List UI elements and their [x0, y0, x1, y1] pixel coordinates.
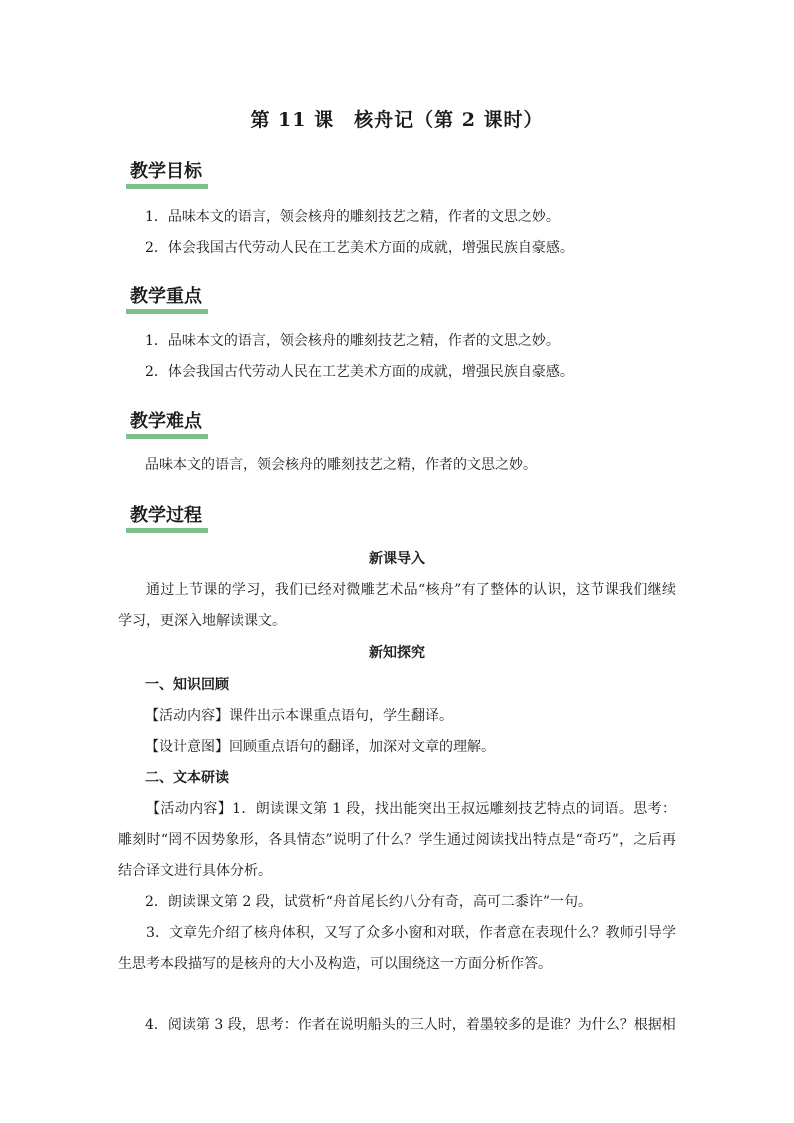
section-heading-underline — [126, 528, 208, 533]
key-point-item-2: 2．体会我国古代劳动人民在工艺美术方面的成就，增强民族自豪感。 — [145, 364, 574, 380]
section-heading-process — [126, 504, 208, 528]
intro-heading: 新课导入 — [369, 551, 425, 567]
section-heading-process-label: 教学过程 — [130, 505, 202, 526]
part2-item-1: 【活动内容】1．朗读课文第 1 段，找出能突出王叔远雕刻技艺特点的词语。思考：雕刻时“罔不因势象形，各具情态”说明了什么？学生通过阅读找出特点是“奇巧”，之后再结合译文进行具体分析。 — [118, 801, 676, 879]
part1-activity: 【活动内容】课件出示本课重点语句，学生翻译。 — [145, 708, 453, 724]
part2-item-4: 4．阅读第 3 段，思考：作者在说明船头的三人时，着墨较多的是谁？为什么？根据相 — [145, 1017, 676, 1033]
section-heading-key-points-label: 教学重点 — [130, 286, 202, 307]
part2-item-3: 3．文章先介绍了核舟体积，又写了众多小窗和对联，作者意在表现什么？教师引导学生思考本段描写的是核舟的大小及构造，可以围绕这一方面分析作答。 — [118, 925, 676, 972]
explore-heading: 新知探究 — [369, 645, 425, 661]
section-heading-underline — [126, 309, 208, 314]
section-heading-goals — [126, 160, 208, 184]
section-heading-goals-label: 教学目标 — [130, 161, 202, 182]
section-heading-key-points — [126, 285, 208, 309]
section-heading-difficulties — [126, 410, 208, 434]
key-point-item-1: 1．品味本文的语言，领会核舟的雕刻技艺之精，作者的文思之妙。 — [145, 333, 560, 349]
goal-item-1: 1．品味本文的语言，领会核舟的雕刻技艺之精，作者的文思之妙。 — [145, 209, 560, 225]
section-heading-difficulties-label: 教学难点 — [130, 411, 202, 432]
section-heading-underline — [126, 434, 208, 439]
part1-design: 【设计意图】回顾重点语句的翻译，加深对文章的理解。 — [145, 739, 495, 755]
part1-heading: 一、知识回顾 — [145, 677, 229, 693]
goal-item-2: 2．体会我国古代劳动人民在工艺美术方面的成就，增强民族自豪感。 — [145, 240, 574, 256]
intro-paragraph: 通过上节课的学习，我们已经对微雕艺术品“核舟”有了整体的认识，这节课我们继续学习，更深入地解读课文。 — [118, 582, 676, 629]
section-heading-underline — [126, 184, 208, 189]
page-title: 第 11 课 核舟记（第 2 课时） — [250, 109, 544, 131]
difficulty-text: 品味本文的语言，领会核舟的雕刻技艺之精，作者的文思之妙。 — [145, 457, 537, 473]
part2-item-2: 2．朗读课文第 2 段，试赏析“舟首尾长约八分有奇，高可二黍许”一句。 — [145, 894, 593, 910]
part2-heading: 二、文本研读 — [145, 770, 229, 786]
